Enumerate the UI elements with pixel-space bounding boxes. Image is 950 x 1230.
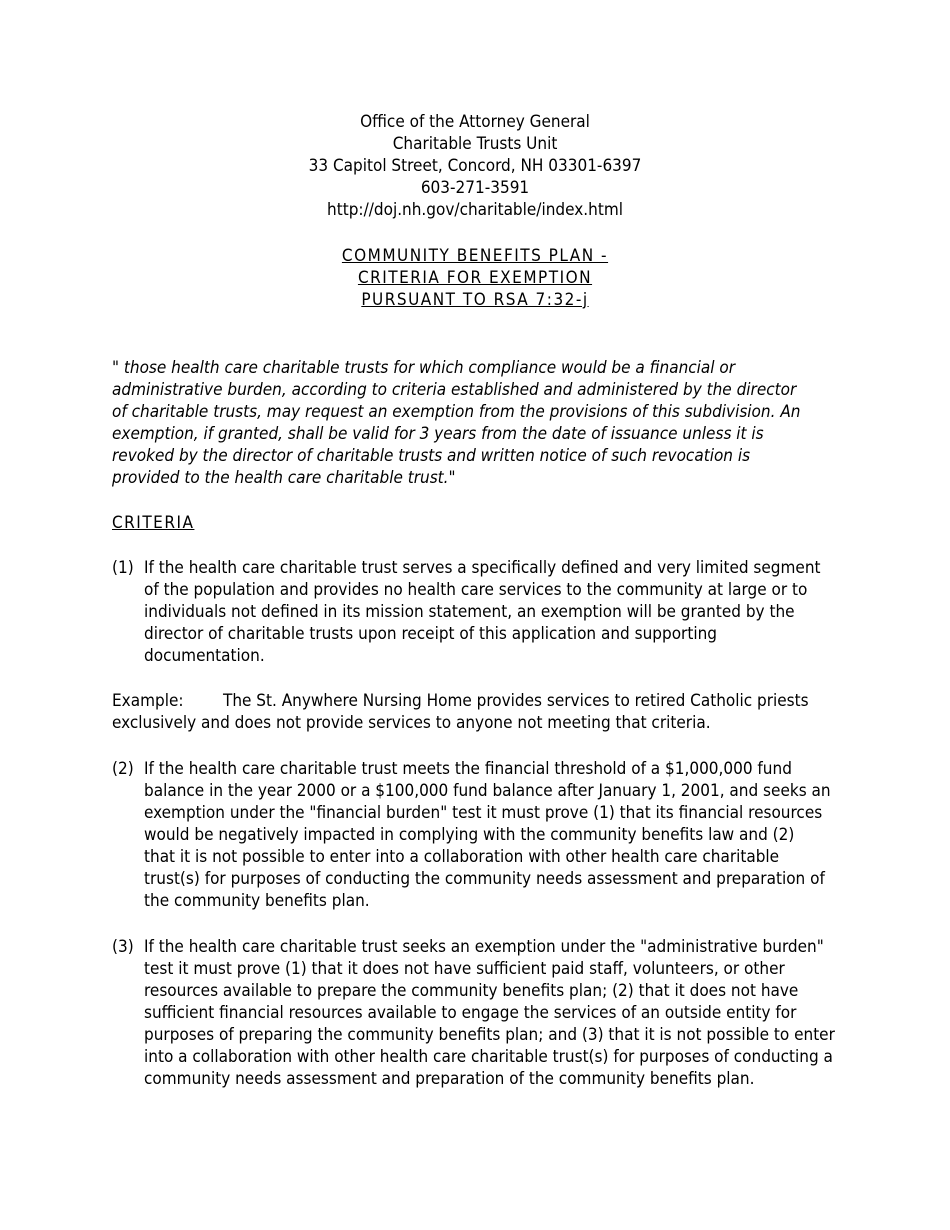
criterion-line: that it is not possible to enter into a collaboration with other health care charitable	[144, 847, 780, 867]
criterion-line: into a collaboration with other health care charitable trust(s) for purposes of conducting a	[144, 1047, 833, 1067]
title-line-3: PURSUANT TO RSA 7:32-j	[361, 290, 589, 310]
address: 33 Capitol Street, Concord, NH 03301-6397	[308, 156, 642, 176]
criterion-line: sufficient financial resources available to engage the services of an outside entity for	[144, 1003, 797, 1023]
criterion-line: would be negatively impacted in complying with the community benefits law and (2)	[144, 825, 795, 845]
criteria-heading: CRITERIA	[112, 513, 195, 533]
example-line: The St. Anywhere Nursing Home provides services to retired Catholic priests	[223, 691, 809, 711]
unit-name: Charitable Trusts Unit	[392, 134, 558, 154]
criterion-3	[112, 936, 847, 1090]
quote-line: of charitable trusts, may request an exemption from the provisions of this subdivision. An	[112, 402, 801, 422]
criterion-line: test it must prove (1) that it does not have sufficient paid staff, volunteers, or other	[144, 959, 785, 979]
title-line-1: COMMUNITY BENEFITS PLAN -	[341, 246, 609, 266]
example-paragraph	[112, 690, 852, 734]
letterhead	[0, 111, 950, 221]
criterion-line: purposes of preparing the community benefits plan; and (3) that it is not possible to enter	[144, 1025, 835, 1045]
example-label: Example:	[112, 691, 184, 711]
statute-quote	[112, 357, 842, 489]
criterion-line: community needs assessment and preparation of the community benefits plan.	[144, 1069, 755, 1089]
criterion-line: documentation.	[144, 646, 265, 666]
criterion-line: If the health care charitable trust meets the financial threshold of a $1,000,000 fund	[144, 759, 792, 779]
website-url: http://doj.nh.gov/charitable/index.html	[327, 200, 623, 220]
quote-line: " those health care charitable trusts for which compliance would be a financial or	[112, 358, 736, 378]
phone: 603-271-3591	[420, 178, 530, 198]
criterion-line: If the health care charitable trust serves a specifically defined and very limited segment	[144, 558, 821, 578]
office-name: Office of the Attorney General	[360, 112, 590, 132]
criterion-line: exemption under the "financial burden" test it must prove (1) that its financial resources	[144, 803, 823, 823]
criterion-1	[112, 557, 847, 667]
criterion-number: (2)	[112, 759, 134, 779]
criterion-line: the community benefits plan.	[144, 891, 370, 911]
quote-line: provided to the health care charitable trust."	[112, 468, 456, 488]
criterion-line: trust(s) for purposes of conducting the community needs assessment and preparation of	[144, 869, 825, 889]
criterion-line: balance in the year 2000 or a $100,000 fund balance after January 1, 2001, and seeks an	[144, 781, 831, 801]
criterion-line: If the health care charitable trust seeks an exemption under the "administrative burden"	[144, 937, 824, 957]
title-line-2: CRITERIA FOR EXEMPTION	[357, 268, 593, 288]
criterion-line: of the population and provides no health care services to the community at large or to	[144, 580, 808, 600]
criterion-line: resources available to prepare the community benefits plan; (2) that it does not have	[144, 981, 799, 1001]
criterion-line: individuals not defined in its mission statement, an exemption will be granted by the	[144, 602, 795, 622]
quote-line: exemption, if granted, shall be valid for 3 years from the date of issuance unless it is	[112, 424, 764, 444]
criterion-number: (1)	[112, 558, 134, 578]
example-line: exclusively and does not provide services to anyone not meeting that criteria.	[112, 713, 711, 733]
quote-line: revoked by the director of charitable trusts and written notice of such revocation is	[112, 446, 751, 466]
criterion-number: (3)	[112, 937, 134, 957]
criterion-2	[112, 758, 847, 912]
document-title	[0, 245, 950, 311]
quote-line: administrative burden, according to criteria established and administered by the director	[112, 380, 797, 400]
criterion-line: director of charitable trusts upon receipt of this application and supporting	[144, 624, 717, 644]
